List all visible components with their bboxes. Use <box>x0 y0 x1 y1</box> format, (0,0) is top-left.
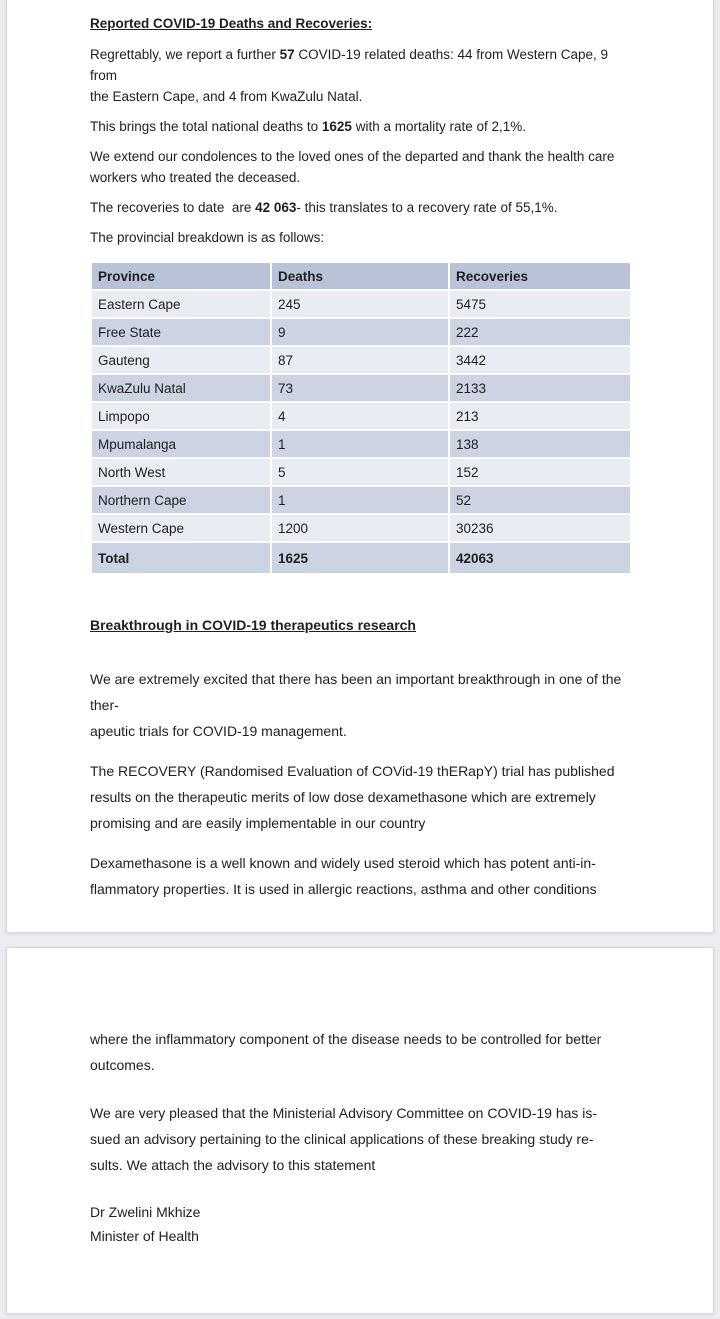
section-heading-deaths: Reported COVID-19 Deaths and Recoveries: <box>90 16 373 31</box>
table-cell: 4 <box>271 402 449 430</box>
table-row <box>91 346 631 374</box>
paragraph <box>90 227 630 248</box>
text-run: the Eastern Cape, and 4 from KwaZulu Natal. <box>90 89 363 104</box>
table-cell: 245 <box>271 290 449 318</box>
table-cell: 1200 <box>271 514 449 542</box>
text-run: The RECOVERY (Randomised Evaluation of COVid-19 thERapY) trial has published <box>90 763 615 779</box>
signature-block <box>90 1200 630 1248</box>
closing-paragraphs <box>90 1026 630 1178</box>
table-cell: Free State <box>91 318 271 346</box>
text-run: promising and are easily implementable in our country <box>90 815 426 831</box>
table-cell: 87 <box>271 346 449 374</box>
text-run: COVID-19 related deaths: 44 from Western Cape, 9 from <box>90 47 612 83</box>
paragraph <box>90 1026 630 1078</box>
table-cell: KwaZulu Natal <box>91 374 271 402</box>
paragraph <box>90 850 630 902</box>
text-run: workers who treated the deceased. <box>90 170 301 185</box>
text-run: The recoveries to date are <box>90 200 256 215</box>
table-cell: 1 <box>271 486 449 514</box>
table-cell: 213 <box>449 402 631 430</box>
emphasized-value: 42 063 <box>255 200 297 215</box>
signature-name: Dr Zwelini Mkhize <box>90 1204 201 1220</box>
table-header-cell: Province <box>91 262 271 290</box>
text-run: We are very pleased that the Ministerial Advisory Committee on COVID-19 has is- <box>90 1105 598 1121</box>
table-row <box>91 514 631 542</box>
text-run: results on the therapeutic merits of low dose dexamethasone which are extremely <box>90 789 596 805</box>
text-run: sued an advisory pertaining to the clinical applications of these breaking study re- <box>90 1131 594 1147</box>
document-page-2 <box>6 947 714 1314</box>
emphasized-value: 57 <box>279 47 295 62</box>
table-cell: 3442 <box>449 346 631 374</box>
table-row <box>91 318 631 346</box>
text-run: We extend our condolences to the loved ones of the departed and thank the health care <box>90 149 615 164</box>
table-header-cell: Deaths <box>271 262 449 290</box>
table-cell: Gauteng <box>91 346 271 374</box>
table-cell: 2133 <box>449 374 631 402</box>
text-run: - this translates to a recovery rate of 55,1%. <box>296 200 558 215</box>
document-page-1 <box>6 0 714 933</box>
paragraph <box>90 1100 630 1178</box>
table-row <box>91 290 631 318</box>
table-cell: Mpumalanga <box>91 430 271 458</box>
text-run: apeutic trials for COVID-19 management. <box>90 723 347 739</box>
table-cell: 152 <box>449 458 631 486</box>
table-cell: 5 <box>271 458 449 486</box>
table-row <box>91 542 631 574</box>
page-2-content <box>90 1026 630 1248</box>
table-cell: Total <box>91 542 271 574</box>
text-run: The provincial breakdown is as follows: <box>90 230 325 245</box>
page-break-gap <box>0 933 720 947</box>
paragraph <box>90 666 630 744</box>
text-run: This brings the total national deaths to <box>90 119 322 134</box>
table-cell: 1 <box>271 430 449 458</box>
text-run: flammatory properties. It is used in allergic reactions, asthma and other conditions <box>90 881 597 897</box>
text-run: Dexamethasone is a well known and widely used steroid which has potent anti-in- <box>90 855 596 871</box>
emphasized-value: 1625 <box>321 119 352 134</box>
table-cell: Western Cape <box>91 514 271 542</box>
table-cell: 222 <box>449 318 631 346</box>
signature-title: Minister of Health <box>90 1228 199 1244</box>
table-cell: Eastern Cape <box>91 290 271 318</box>
paragraph <box>90 146 630 188</box>
table-cell: 5475 <box>449 290 631 318</box>
text-run: sults. We attach the advisory to this statement <box>90 1157 376 1173</box>
table-header-cell: Recoveries <box>449 262 631 290</box>
text-run: outcomes. <box>90 1057 155 1073</box>
table-cell: 52 <box>449 486 631 514</box>
section-heading-breakthrough: Breakthrough in COVID-19 therapeutics research <box>90 617 416 633</box>
table-cell: 138 <box>449 430 631 458</box>
table-cell: 30236 <box>449 514 631 542</box>
table-cell: Limpopo <box>91 402 271 430</box>
text-run: We are extremely excited that there has been an important breakthrough in one of the ther- <box>90 671 626 713</box>
table-cell: 73 <box>271 374 449 402</box>
paragraph <box>90 197 630 218</box>
table-header-row <box>91 262 631 290</box>
table-row <box>91 430 631 458</box>
text-run: Regrettably, we report a further <box>90 47 280 62</box>
table-cell: 9 <box>271 318 449 346</box>
table-row <box>91 458 631 486</box>
paragraph <box>90 44 630 107</box>
text-run: where the inflammatory component of the disease needs to be controlled for better <box>90 1031 602 1047</box>
paragraph <box>90 758 630 836</box>
intro-paragraphs <box>90 44 630 248</box>
table-row <box>91 486 631 514</box>
research-paragraphs <box>90 666 630 902</box>
table-cell: Northern Cape <box>91 486 271 514</box>
table-cell: 42063 <box>449 542 631 574</box>
table-cell: 1625 <box>271 542 449 574</box>
table-cell: North West <box>91 458 271 486</box>
table-row <box>91 402 631 430</box>
text-run: with a mortality rate of 2,1%. <box>351 119 527 134</box>
provincial-breakdown-table <box>90 261 632 575</box>
table-row <box>91 374 631 402</box>
page-1-content <box>90 13 630 902</box>
paragraph <box>90 116 630 137</box>
